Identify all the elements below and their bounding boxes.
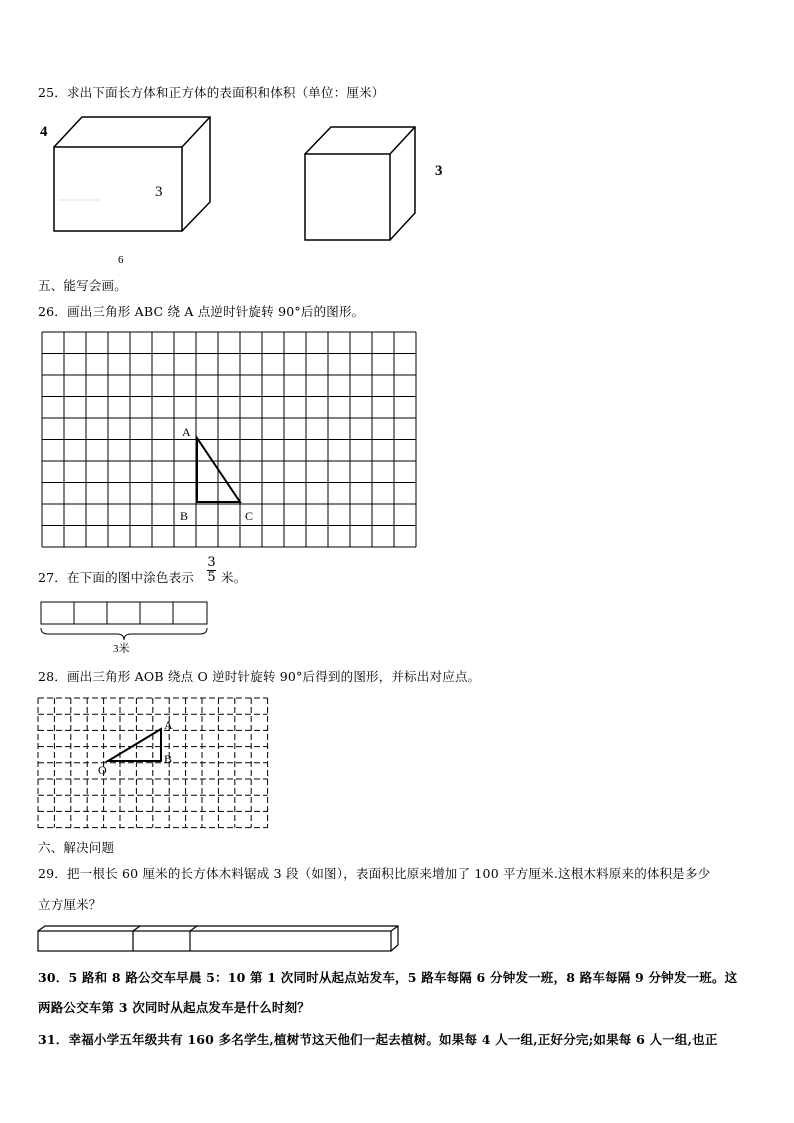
section6-title: 六、解决问题 — [38, 840, 115, 855]
q31-line1: 31．幸福小学五年级共有 160 多名学生,植树节这天他们一起去植树。如果每 4 人一组,正好分完;如果每 6 人一组,也正 — [38, 1032, 718, 1047]
q26-title: 26．画出三角形 ABC 绕 A 点逆时针旋转 90°后的图形。 — [38, 304, 365, 319]
q28-label-a: A — [164, 718, 173, 732]
q29-line2: 立方厘米？ — [38, 897, 102, 912]
cube-edge-label: 3 — [435, 163, 443, 179]
cuboid-length-label: 6 — [118, 254, 124, 266]
q27-title-pre: 27．在下面的图中涂色表示 — [38, 570, 195, 585]
q26-label-c: C — [245, 509, 254, 523]
q28-title: 28．画出三角形 AOB 绕点 O 逆时针旋转 90°后得到的图形，并标出对应点。 — [38, 669, 481, 684]
cuboid-width-label: 3 — [155, 184, 163, 200]
q25-title: 25．求出下面长方体和正方体的表面积和体积（单位：厘米） — [38, 85, 385, 100]
q28-label-b: B — [164, 752, 173, 766]
q28-label-o: O — [98, 763, 107, 777]
q29-line1: 29．把一根长 60 厘米的长方体木料锯成 3 段（如图），表面积比原来增加了 100 平方厘米.这根木料原来的体积是多少 — [38, 866, 711, 881]
q26-label-b: B — [180, 509, 189, 523]
section5-title: 五、能写会画。 — [38, 278, 127, 293]
q27-fraction-numerator: 3 — [207, 555, 216, 570]
q27-fraction-denominator: 5 — [207, 570, 216, 585]
cuboid-height-label: 4 — [40, 124, 48, 140]
q27-brace-label: 3米 — [113, 643, 130, 655]
q27-title-post: 米。 — [221, 570, 247, 585]
q30-line2: 两路公交车第 3 次同时从起点发车是什么时刻？ — [38, 1000, 311, 1015]
q30-line1: 30．5 路和 8 路公交车早晨 5：10 第 1 次同时从起点站发车，5 路车每隔 6 分钟发一班，8 路车每隔 9 分钟发一班。这 — [38, 970, 738, 985]
q26-label-a: A — [182, 425, 191, 439]
